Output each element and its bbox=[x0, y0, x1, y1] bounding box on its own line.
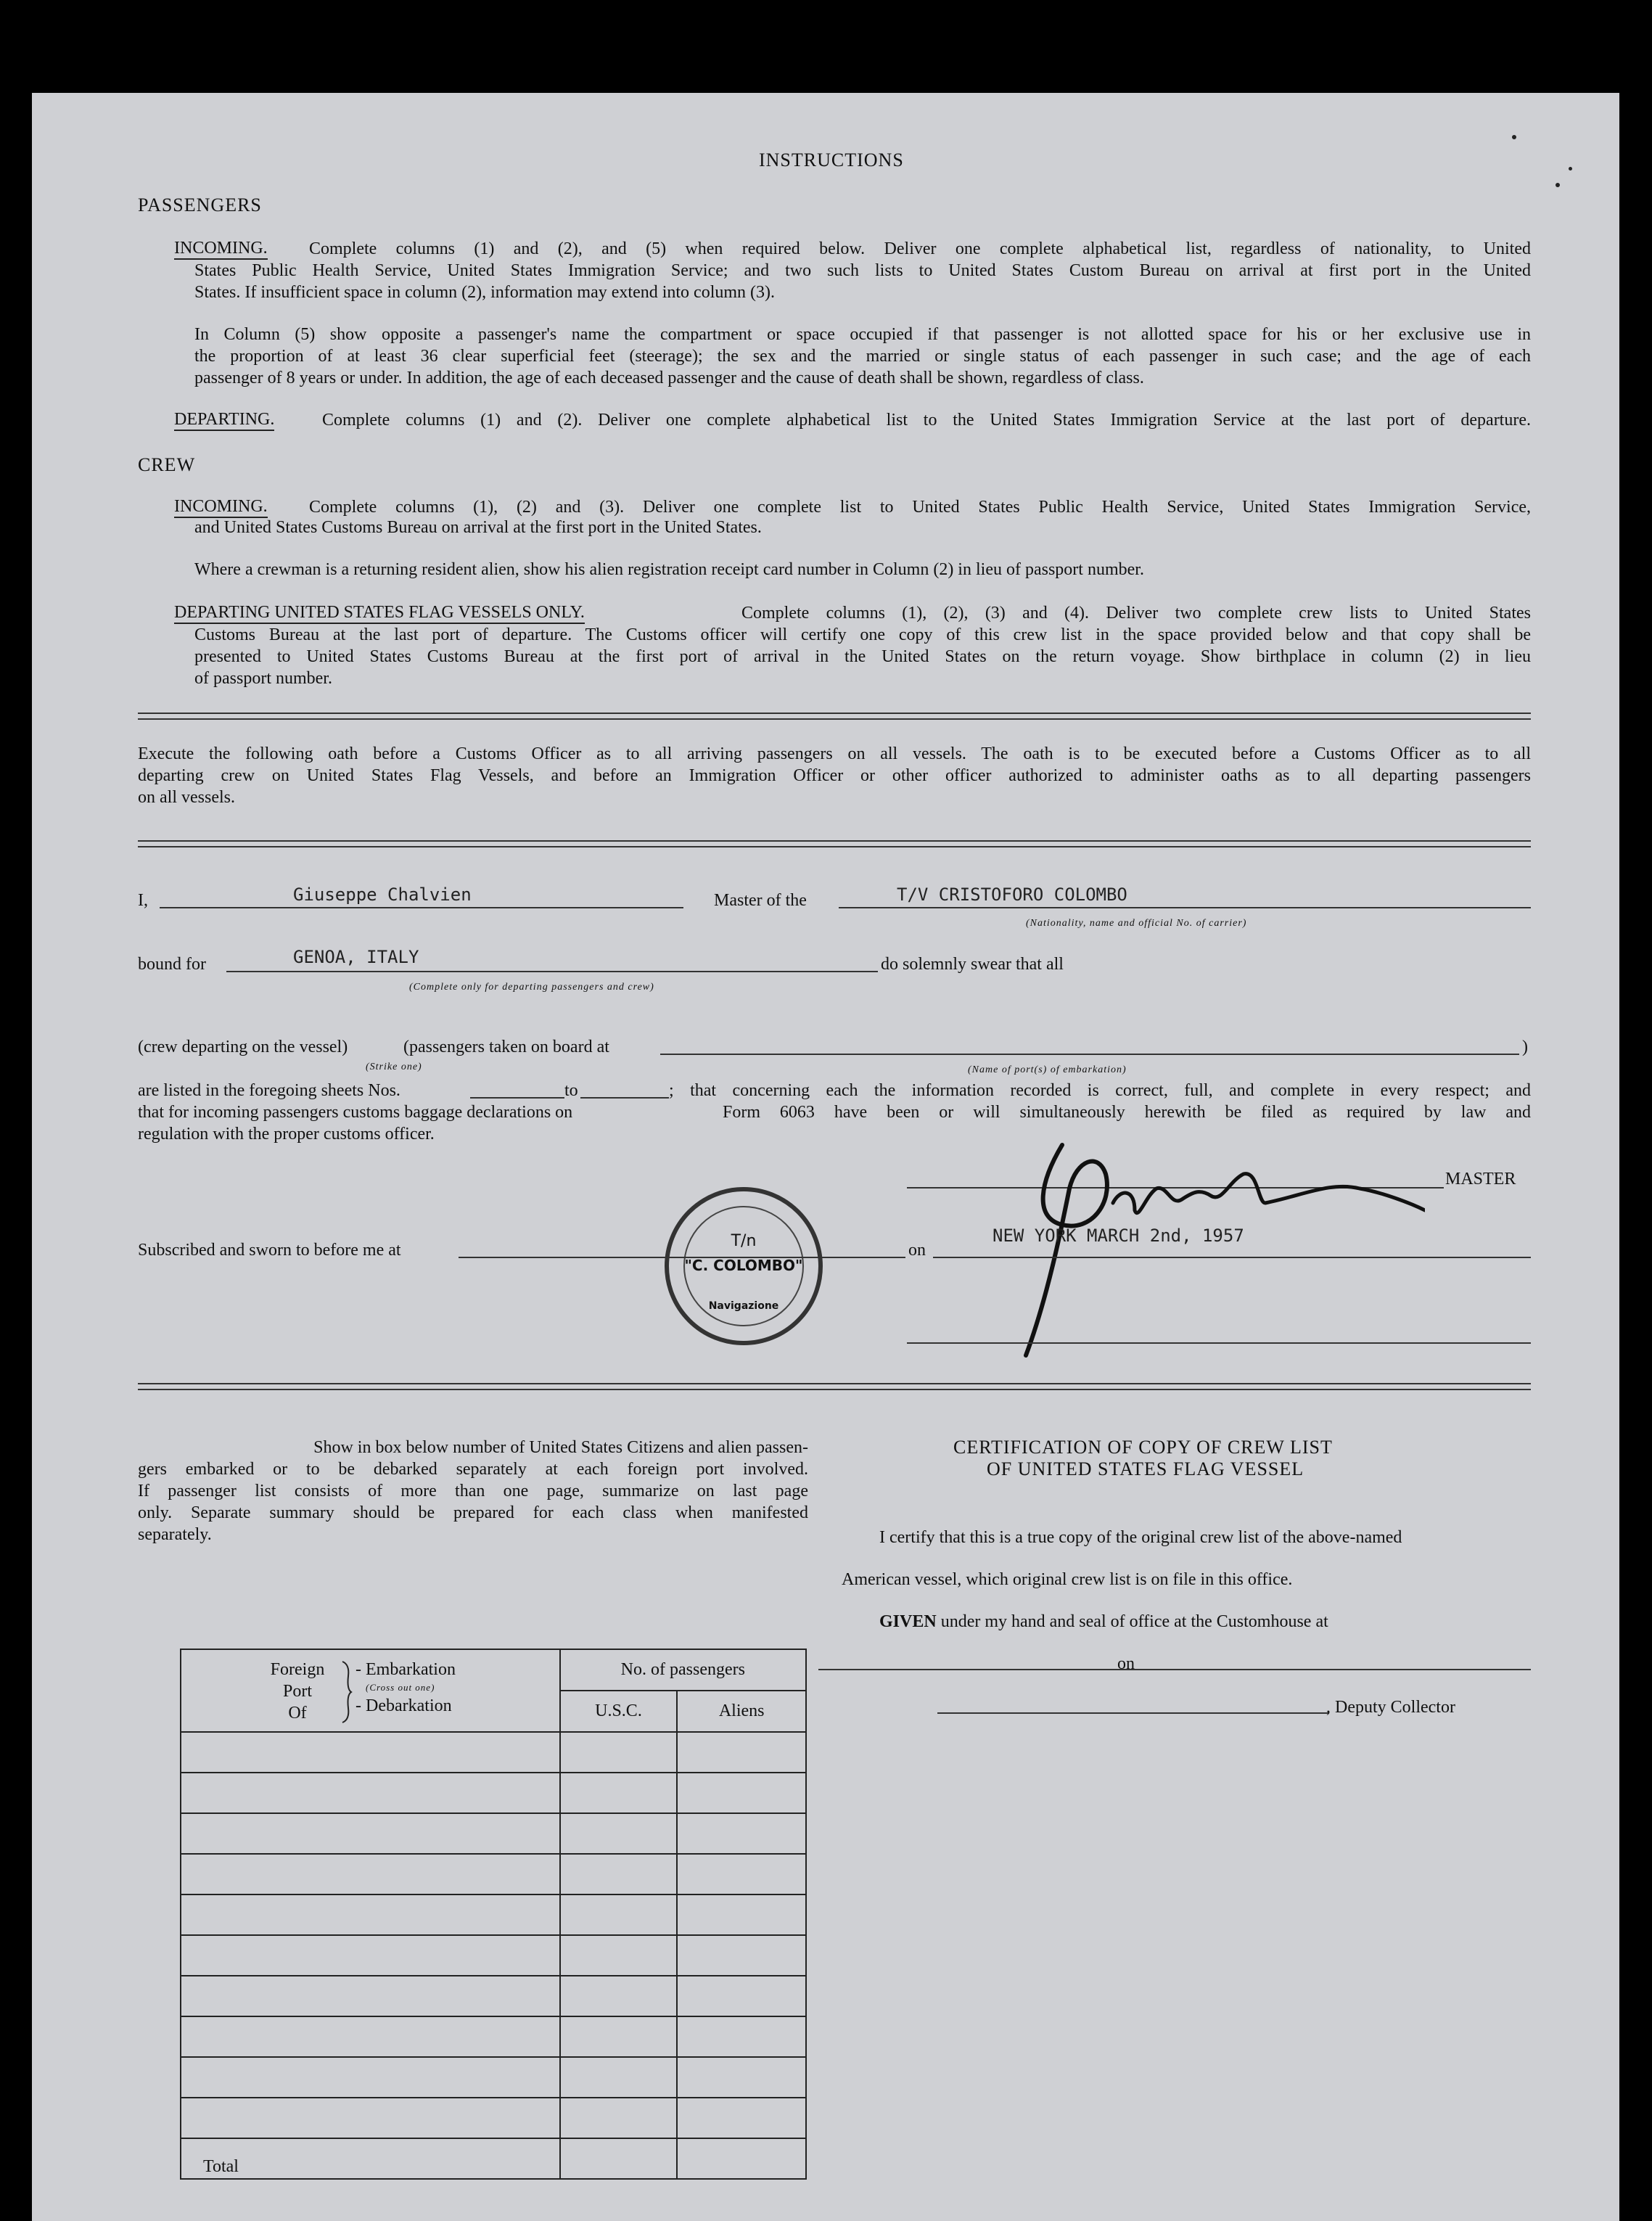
summary-rows bbox=[181, 1732, 806, 2138]
brace-icon bbox=[340, 1660, 354, 1724]
destination-field[interactable]: GENOA, ITALY bbox=[293, 947, 419, 967]
total-label: Total bbox=[181, 2138, 560, 2179]
scan-speck bbox=[1512, 135, 1516, 139]
summary-row bbox=[181, 1935, 806, 1976]
sworn-date-line bbox=[933, 1257, 1531, 1258]
summary-row bbox=[181, 1773, 806, 1813]
vessel-field[interactable]: T/V CRISTOFORO COLOMBO bbox=[897, 884, 1127, 905]
summary-instruction-line: separately. bbox=[138, 1525, 212, 1544]
oath-instruction-line: departing crew on United States Flag Vessels, and before an Immigration Officer or other officer authorized to administer oaths as to all departing passengers bbox=[138, 766, 1531, 785]
summary-aliens-cell[interactable] bbox=[677, 1854, 806, 1894]
given-label bbox=[879, 1611, 1328, 1633]
summary-row bbox=[181, 1894, 806, 1935]
of-label: Of bbox=[288, 1704, 307, 1723]
crew-returning-text: Where a crewman is a returning resident alien, show his alien registration receipt card number in Column (2) in lieu of passport number. bbox=[194, 560, 1144, 579]
summary-port-cell[interactable] bbox=[181, 1976, 560, 2016]
ports-caption: (Name of port(s) of embarkation) bbox=[968, 1064, 1127, 1075]
subscribed-label: Subscribed and sworn to before me at bbox=[138, 1241, 401, 1260]
summary-aliens-cell[interactable] bbox=[677, 1894, 806, 1935]
form-page bbox=[32, 93, 1619, 2221]
summary-port-cell[interactable] bbox=[181, 2016, 560, 2057]
certification-title: CERTIFICATION OF COPY OF CREW LIST bbox=[953, 1437, 1333, 1458]
summary-row bbox=[181, 1854, 806, 1894]
sworn-place-line bbox=[459, 1257, 905, 1258]
column5-line: In Column (5) show opposite a passenger's name the compartment or space occupied if that passenger is not allotted space for his or her exclusive use in bbox=[194, 325, 1531, 344]
aliens-header: Aliens bbox=[677, 1691, 806, 1732]
summary-row bbox=[181, 2016, 806, 2057]
summary-aliens-cell[interactable] bbox=[677, 1976, 806, 2016]
crew-incoming-line: Complete columns (1), (2) and (3). Deliver one complete list to United States Public Health Service, United States Immigration Service, bbox=[309, 498, 1531, 517]
summary-aliens-cell[interactable] bbox=[677, 2098, 806, 2138]
crew-incoming-label: INCOMING. bbox=[174, 496, 268, 518]
summary-row bbox=[181, 1732, 806, 1773]
total-usc-cell[interactable] bbox=[560, 2138, 678, 2179]
summary-instruction-line: only. Separate summary should be prepared for each class when manifested bbox=[138, 1503, 808, 1522]
summary-port-cell[interactable] bbox=[181, 1935, 560, 1976]
embarkation-ports-line bbox=[660, 1054, 1519, 1055]
summary-port-cell[interactable] bbox=[181, 1773, 560, 1813]
summary-port-cell[interactable] bbox=[181, 1732, 560, 1773]
page-title: INSTRUCTIONS bbox=[759, 149, 904, 171]
passengers-departing-text: Complete columns (1) and (2). Deliver one complete alphabetical list to the United States Immigration Service at the last port of departure. bbox=[322, 411, 1531, 430]
summary-row bbox=[181, 1976, 806, 2016]
stamp-line2: "C. COLOMBO" bbox=[684, 1257, 803, 1274]
crew-departing-flag-line: Complete columns (1), (2), (3) and (4). Deliver two complete crew lists to United States bbox=[741, 604, 1531, 623]
column5-line: the proportion of at least 36 clear superficial feet (steerage); the sex and the married or single status of each passenger in such case; and the age of each bbox=[194, 347, 1531, 366]
certification-line: American vessel, which original crew list is on file in this office. bbox=[842, 1570, 1293, 1589]
certification-title: OF UNITED STATES FLAG VESSEL bbox=[987, 1458, 1304, 1479]
officer-signature-line bbox=[907, 1342, 1531, 1344]
destination-caption: (Complete only for departing passengers and crew) bbox=[409, 982, 654, 993]
summary-header-row bbox=[181, 1649, 806, 1691]
summary-aliens-cell[interactable] bbox=[677, 1935, 806, 1976]
summary-port-cell[interactable] bbox=[181, 1813, 560, 1854]
strike-one-caption: (Strike one) bbox=[366, 1062, 422, 1072]
summary-aliens-cell[interactable] bbox=[677, 1813, 806, 1854]
summary-aliens-cell[interactable] bbox=[677, 1732, 806, 1773]
oath-i-label: I, bbox=[138, 891, 148, 910]
foreign-label: Foreign bbox=[270, 1660, 325, 1679]
section-divider bbox=[138, 1383, 1531, 1390]
summary-instruction-line: If passenger list consists of more than one page, summarize on last page bbox=[138, 1482, 808, 1500]
customhouse-line bbox=[818, 1669, 1146, 1670]
given-rest: under my hand and seal of office at the Customhouse at bbox=[940, 1612, 1328, 1631]
master-name-line bbox=[160, 907, 683, 908]
port-header-left bbox=[261, 1659, 334, 1724]
vessel-caption: (Nationality, name and official No. of carrier) bbox=[1026, 918, 1247, 929]
master-of-label: Master of the bbox=[714, 891, 807, 910]
crew-departing-flag-line: of passport number. bbox=[194, 669, 332, 688]
summary-row bbox=[181, 2057, 806, 2098]
port-header-cell bbox=[181, 1649, 560, 1732]
deputy-signature-line bbox=[937, 1712, 1329, 1714]
summary-usc-cell[interactable] bbox=[560, 1935, 678, 1976]
swear-text: do solemnly swear that all bbox=[881, 955, 1064, 974]
stamp-line1: T/n bbox=[731, 1232, 757, 1250]
scan-speck bbox=[1569, 167, 1572, 171]
summary-usc-cell[interactable] bbox=[560, 2057, 678, 2098]
summary-row bbox=[181, 2098, 806, 2138]
usc-header: U.S.C. bbox=[560, 1691, 678, 1732]
sheets-to-line bbox=[580, 1097, 669, 1099]
bound-for-label: bound for bbox=[138, 955, 206, 974]
passengers-incoming-label: INCOMING. bbox=[174, 238, 268, 260]
master-label: MASTER bbox=[1445, 1170, 1516, 1188]
debarkation-label: - Debarkation bbox=[356, 1696, 452, 1715]
section-divider bbox=[138, 840, 1531, 847]
section-divider bbox=[138, 713, 1531, 720]
given-bold: GIVEN bbox=[879, 1612, 937, 1631]
passengers-incoming-line: States Public Health Service, United States Immigration Service; and two such lists to United States Custom Bureau on arrival at first port in the United bbox=[194, 261, 1531, 280]
summary-instruction-line: gers embarked or to be debarked separately at each foreign port involved. bbox=[138, 1460, 808, 1479]
summary-aliens-cell[interactable] bbox=[677, 2057, 806, 2098]
passengers-taken-text: (passengers taken on board at bbox=[403, 1038, 609, 1056]
summary-port-cell[interactable] bbox=[181, 1894, 560, 1935]
certification-on-label: on bbox=[1117, 1654, 1135, 1673]
summary-usc-cell[interactable] bbox=[560, 1813, 678, 1854]
listed-text: are listed in the foregoing sheets Nos. bbox=[138, 1081, 400, 1100]
passengers-incoming-line: Complete columns (1) and (2), and (5) when required below. Deliver one complete alphabetical list, regardless of nationality, to United bbox=[309, 239, 1531, 258]
crew-incoming-line: and United States Customs Bureau on arrival at the first port in the United States. bbox=[194, 518, 762, 537]
summary-usc-cell[interactable] bbox=[560, 1976, 678, 2016]
passengers-departing-label: DEPARTING. bbox=[174, 409, 274, 431]
sworn-on-label: on bbox=[908, 1241, 926, 1260]
embarkation-label: - Embarkation bbox=[356, 1660, 456, 1679]
sworn-place-date-field[interactable]: NEW YORK MARCH 2nd, 1957 bbox=[993, 1226, 1244, 1246]
baggage-text: that for incoming passengers customs baggage declarations on bbox=[138, 1103, 573, 1122]
scan-speck bbox=[1556, 183, 1560, 187]
summary-usc-cell[interactable] bbox=[560, 2016, 678, 2057]
crew-heading: CREW bbox=[138, 454, 196, 475]
cross-out-caption: (Cross out one) bbox=[366, 1682, 435, 1693]
summary-aliens-cell[interactable] bbox=[677, 1773, 806, 1813]
crew-departing-text: (crew departing on the vessel) bbox=[138, 1038, 348, 1056]
destination-line bbox=[226, 971, 878, 972]
summary-row bbox=[181, 1813, 806, 1854]
summary-usc-cell[interactable] bbox=[560, 1732, 678, 1773]
summary-total-row bbox=[181, 2138, 806, 2179]
summary-port-cell[interactable] bbox=[181, 2098, 560, 2138]
no-passengers-header: No. of passengers bbox=[560, 1649, 806, 1691]
summary-usc-cell[interactable] bbox=[560, 1894, 678, 1935]
oath-instruction-line: on all vessels. bbox=[138, 788, 235, 807]
certification-date-line bbox=[1138, 1669, 1531, 1670]
stamp-ring-text: Navigazione bbox=[708, 1300, 779, 1312]
sheets-from-line bbox=[470, 1097, 564, 1099]
summary-port-cell[interactable] bbox=[181, 1854, 560, 1894]
closing-paren: ) bbox=[1522, 1038, 1528, 1056]
passengers-heading: PASSENGERS bbox=[138, 194, 262, 215]
summary-instruction-line: Show in box below number of United States Citizens and alien passen- bbox=[313, 1438, 808, 1457]
port-header-right bbox=[356, 1659, 456, 1717]
vessel-line bbox=[839, 907, 1531, 908]
crew-departing-flag-line: presented to United States Customs Bureau at the first port of arrival in the United States on the return voyage. Show birthplace in column (2) in lieu bbox=[194, 647, 1531, 666]
summary-usc-cell[interactable] bbox=[560, 1773, 678, 1813]
baggage-text-rest: Form 6063 have been or will simultaneously herewith be filed as required by law and bbox=[723, 1103, 1531, 1122]
certification-line: I certify that this is a true copy of the original crew list of the above-named bbox=[879, 1528, 1402, 1547]
port-label: Port bbox=[282, 1682, 312, 1701]
passenger-summary-table bbox=[180, 1649, 807, 2180]
deputy-collector-label: , Deputy Collector bbox=[1326, 1698, 1455, 1717]
vessel-stamp bbox=[665, 1187, 823, 1345]
passengers-incoming-line: States. If insufficient space in column (2), information may extend into column (3). bbox=[194, 283, 776, 302]
regulation-text: regulation with the proper customs officer. bbox=[138, 1125, 435, 1144]
summary-usc-cell[interactable] bbox=[560, 1854, 678, 1894]
total-aliens-cell[interactable] bbox=[677, 2138, 806, 2179]
summary-usc-cell[interactable] bbox=[560, 2098, 678, 2138]
column5-line: passenger of 8 years or under. In addition, the age of each deceased passenger and the cause of death shall be shown, regardless of class. bbox=[194, 369, 1144, 387]
master-name-field[interactable]: Giuseppe Chalvien bbox=[293, 884, 472, 905]
oath-instruction-line: Execute the following oath before a Customs Officer as to all arriving passengers on all vessels. The oath is to be executed before a Customs Officer as to all bbox=[138, 744, 1531, 763]
listed-text-rest: ; that concerning each the information recorded is correct, full, and complete in every respect; and bbox=[669, 1081, 1531, 1100]
summary-aliens-cell[interactable] bbox=[677, 2016, 806, 2057]
crew-departing-flag-label: DEPARTING UNITED STATES FLAG VESSELS ONLY. bbox=[174, 602, 585, 624]
listed-to-label: to bbox=[564, 1081, 578, 1100]
crew-departing-flag-line: Customs Bureau at the last port of departure. The Customs officer will certify one copy of this crew list in the space provided below and that copy shall be bbox=[194, 625, 1531, 644]
summary-port-cell[interactable] bbox=[181, 2057, 560, 2098]
